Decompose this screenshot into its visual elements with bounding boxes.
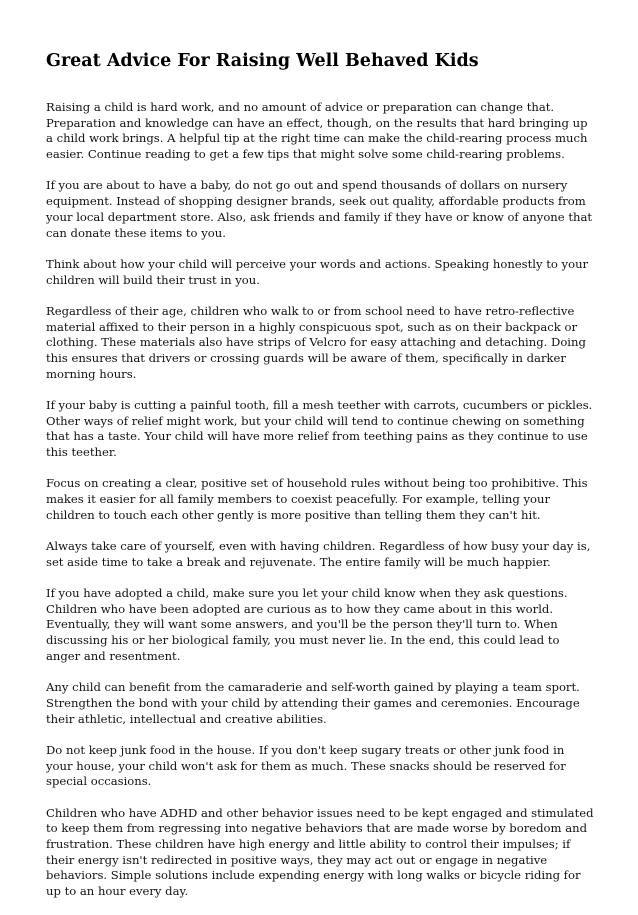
paragraph: If you are about to have a baby, do not go out and spend thousands of dollars on nursery equipment. Instead of shopping designer brands, seek out quality, affordable products from your local department store. Also, ask friends and family if they have or know of anyone that can donate these items to you.: [46, 178, 593, 240]
paragraph: Children who have ADHD and other behavior issues need to be kept engaged and stimulated to keep them from regressing into negative behaviors that are made worse by boredom and frustration. These children have high energy and little ability to control their impulses; if their energy isn't redirected in positive ways, they may act out or engage in negative behaviors. Simple solutions include expending energy with long walks or bicycle riding for up to an hour every day.: [46, 805, 594, 899]
paragraph: If your baby is cutting a painful tooth, fill a mesh teether with carrots, cucumbers or pickles. Other ways of relief might work, but your child will tend to continue chewing on something that has a taste. Your child will have more relief from teething pains as they continue to use this teether.: [46, 397, 593, 460]
page-title: Great Advice For Raising Well Behaved Kids: [46, 51, 479, 71]
paragraph: If you have adopted a child, make sure you let your child know when they ask questions. Children who have been adopted are curious as to how they came about in this world. Eventually, they will want some answers, and you'll be the person they'll turn to. When discussing his or her biological family, you must never lie. In the end, this could lead to anger and resentment.: [46, 586, 568, 663]
paragraph: Always take care of yourself, even with having children. Regardless of how busy your day is, set aside time to take a break and rejuvenate. The entire family will be much happier.: [46, 539, 591, 569]
article-body: [46, 100, 594, 900]
paragraph: Focus on creating a clear, positive set of household rules without being too prohibitive. This makes it easier for all family members to coexist peacefully. For example, telling your children to touch each other gently is more positive than telling them they can't hit.: [46, 476, 588, 522]
paragraph: Raising a child is hard work, and no amount of advice or preparation can change that. Preparation and knowledge can have an effect, though, on the results that hard bringing up a child work brings. A helpful tip at the right time can make the child-rearing process much easier. Continue reading to get a few tips that might solve some child-rearing problems.: [46, 100, 588, 162]
paragraph: Think about how your child will perceive your words and actions. Speaking honestly to your children will build their trust in you.: [46, 256, 589, 287]
paragraph: Any child can benefit from the camaraderie and self-worth gained by playing a team sport. Strengthen the bond with your child by attending their games and ceremonies. Encourage their athletic, intellectual and creative abilities.: [46, 680, 580, 726]
document-page: [46, 0, 594, 915]
paragraph: Do not keep junk food in the house. If you don't keep sugary treats or other junk food in your house, your child won't ask for them as much. These snacks should be reserved for special occasions.: [46, 742, 566, 789]
paragraph: Regardless of their age, children who walk to or from school need to have retro-reflective material affixed to their person in a highly conspicuous spot, such as on their backpack or clothing. These materials also have strips of Velcro for easy attaching and detaching. Doing this ensures that drivers or crossing guards will be aware of them, specifically in darker morning hours.: [46, 303, 586, 381]
